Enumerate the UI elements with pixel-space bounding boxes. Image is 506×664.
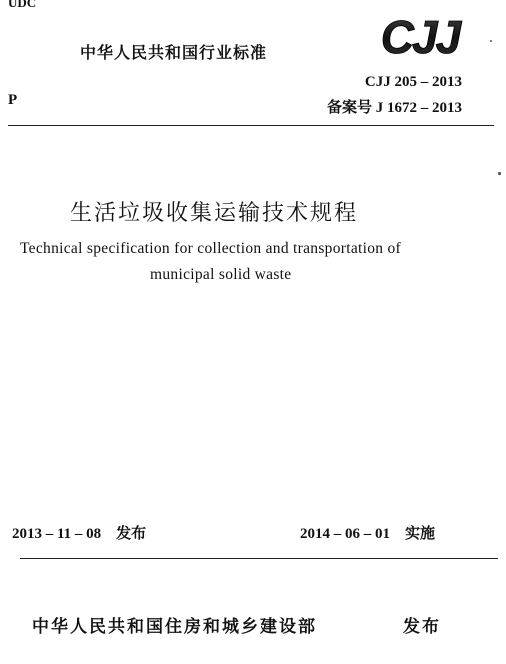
issue-date: 2013 – 11 – 08 发布 — [12, 526, 147, 542]
footer-divider — [20, 558, 498, 559]
scan-speck — [490, 40, 492, 42]
publisher-name: 中华人民共和国住房和城乡建设部 — [32, 617, 317, 637]
record-number: 备案号 J 1672 – 2013 — [326, 100, 462, 116]
udc-label: UDC — [8, 0, 37, 10]
scan-speck — [498, 172, 501, 175]
cjj-logo — [370, 14, 470, 58]
publish-label: 发布 — [403, 617, 441, 637]
title-english-line2: municipal solid waste — [150, 266, 292, 283]
title-english-line1: Technical specification for collection and transportation of — [20, 240, 402, 257]
standard-category: 中华人民共和国行业标准 — [80, 43, 268, 62]
implementation-date: 2014 – 06 – 01 实施 — [300, 526, 436, 542]
standard-code: CJJ 205 – 2013 — [364, 74, 462, 90]
cjj-logo-text: CJJ — [380, 14, 460, 58]
header-divider — [8, 125, 494, 126]
title-chinese: 生活垃圾收集运输技术规程 — [70, 200, 359, 225]
classification-code: P — [8, 92, 18, 108]
